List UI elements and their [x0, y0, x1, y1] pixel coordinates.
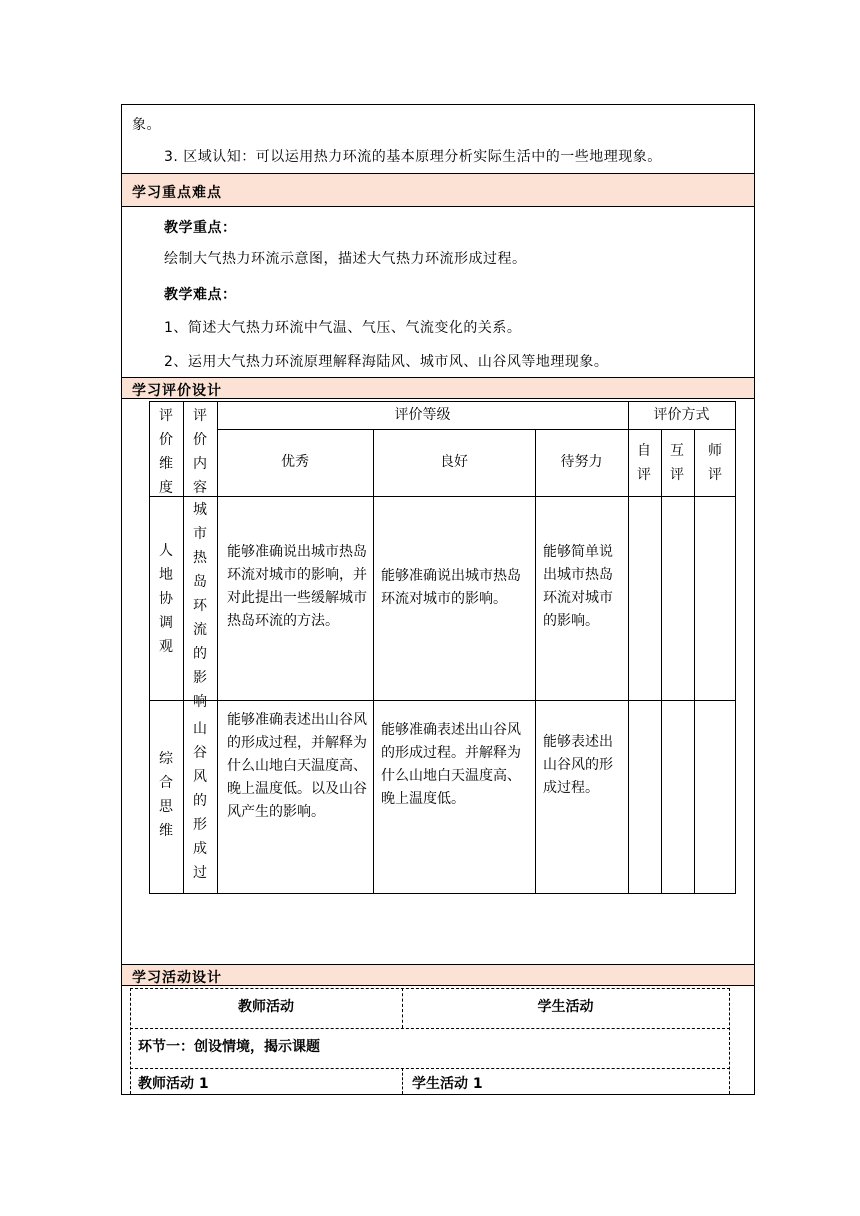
header-excellent: 优秀: [281, 454, 309, 470]
section-activity-heading: 学习活动设计: [132, 970, 222, 986]
header-teacher: 师评: [708, 443, 722, 483]
stage-1: 环节一：创设情境，揭示课题: [138, 1039, 320, 1055]
row2-improve: 能够表述出山谷风的形成过程。: [543, 734, 613, 796]
section-key-heading: 学习重点难点: [132, 185, 222, 201]
row2-excellent: 能够准确表述出山谷风的形成过程，并解释为什么山地白天温度高、晚上温度低。以及山谷风产生的影响。: [227, 712, 367, 820]
row1-dimension: 人地协调观: [159, 543, 173, 655]
row2-content: 山谷风的形成过: [193, 721, 207, 881]
row1-excellent: 能够准确说出城市热岛环流对城市的影响，并对此提出一些缓解城市热岛环流的方法。: [227, 544, 367, 629]
row2-good: 能够准确表述出山谷风的形成过程。并解释为什么山地白天温度高、晚上温度低。: [381, 722, 521, 807]
row1-improve: 能够简单说出城市热岛环流对城市的影响。: [543, 544, 613, 629]
difficulty-2: 2、运用大气热力环流原理解释海陆风、城市风、山谷风等地理现象。: [164, 354, 609, 370]
header-self: 自评: [637, 443, 651, 483]
focus-label: 教学重点：: [164, 220, 237, 236]
row1-content: 城市热岛环流的影响: [193, 502, 207, 710]
student-activity-col: 学生活动: [537, 999, 594, 1015]
difficulty-1: 1、简述大气热力环流中气温、气压、气流变化的关系。: [164, 320, 522, 336]
difficulty-label: 教学难点：: [164, 287, 237, 303]
goal-3: 3. 区域认知：可以运用热力环流的基本原理分析实际生活中的一些地理现象。: [164, 149, 662, 165]
student-activity-1: 学生活动 1: [412, 1076, 483, 1092]
section-eval-heading-band: [122, 377, 754, 399]
teacher-activity-col: 教师活动: [238, 999, 294, 1015]
header-method: 评价方式: [653, 407, 710, 423]
lesson-plan-page: [121, 104, 755, 1095]
focus-text: 绘制大气热力环流示意图，描述大气热力环流形成过程。: [164, 251, 527, 267]
intro-tail: 象。: [132, 117, 161, 133]
section-eval-heading: 学习评价设计: [132, 383, 222, 399]
header-peer: 互评: [670, 443, 684, 483]
header-improve: 待努力: [560, 454, 603, 470]
section-key-heading-band: [122, 173, 754, 207]
section-activity-heading-band: [122, 964, 754, 986]
header-grade: 评价等级: [394, 407, 451, 423]
teacher-activity-1: 教师活动 1: [138, 1076, 209, 1092]
row2-dimension: 综合思维: [159, 751, 173, 839]
row1-good: 能够准确说出城市热岛环流对城市的影响。: [381, 568, 521, 607]
header-content: 评价内容: [193, 408, 207, 496]
header-good: 良好: [440, 454, 468, 470]
header-dimension: 评价维度: [159, 408, 173, 496]
